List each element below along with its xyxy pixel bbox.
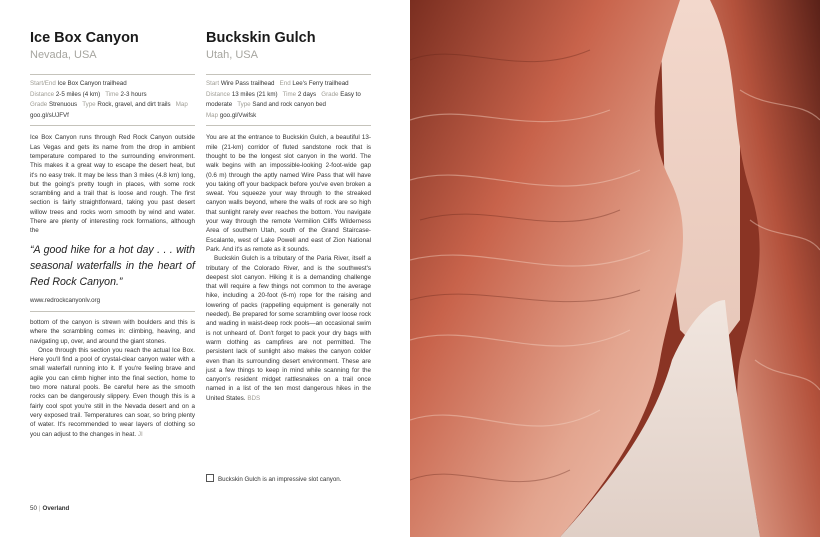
type-value: Rock, gravel, and dirt trails <box>97 101 171 109</box>
buckskin-gulch-column <box>206 30 371 403</box>
start-end-value: Ice Box Canyon trailhead <box>57 80 127 87</box>
trail-info <box>30 74 195 126</box>
time-label: Time <box>105 90 119 98</box>
map-link[interactable]: goo.gl/Vwifsk <box>219 111 257 119</box>
article-body <box>30 133 195 438</box>
paragraph-text: Once through this section you reach the actual Ice Box. Here you'll find a pool of crystal-clear canyon water with a small waterfall running into it. If you're feeling brave and agile you can climb higher into the final section, home to two more natural pools. Be careful here as the smooth rocks can be dangerously slippery. Even though this is a fairly cool spot you're still in the Nevada desert and on a very exposed trail. Temperatures can soar, so bring plenty of water. It's recommended to wear layers of clothing so you can adjust to the changes in heat. <box>30 346 195 438</box>
grade-value: Strenuous <box>48 101 78 109</box>
slot-canyon-photo <box>410 0 820 537</box>
article-body <box>206 133 371 403</box>
author-credit: JI <box>137 430 143 438</box>
page-title: Ice Box Canyon <box>30 30 139 46</box>
paragraph <box>206 254 371 403</box>
map-link[interactable]: goo.gl/sUJFVf <box>30 111 69 119</box>
author-credit: BDS <box>247 394 261 402</box>
caption-text: Buckskin Gulch is an impressive slot canyon. <box>218 476 342 483</box>
paragraph: Ice Box Canyon runs through Red Rock Canyon outside Las Vegas and gets its name from the drop in ambient temperature compared to the surrounding environment. This makes it a great way to escape the desert heat, but it's no easy trek. It may be less than 3 miles (4.8 km) long, but the going's pretty tough in places, with some rock scrambling and a trail that is loose and rough. The first section is fairly straightforward, taking you past desert willow trees and rocks worn smooth by wind and water. There are plenty of interesting rock formations, although the <box>30 134 195 235</box>
time-value: 2-3 hours <box>120 90 147 98</box>
page-footer: 50 | Overland <box>30 505 70 512</box>
quote-source[interactable]: www.redrockcanyonlv.org <box>30 296 195 312</box>
grade-label: Grade <box>30 101 48 109</box>
map-label: Map <box>206 111 219 119</box>
time-value: 2 days <box>297 90 317 98</box>
start-value: Wire Pass trailhead <box>220 80 275 87</box>
section-name: Overland <box>42 505 70 512</box>
paragraph: bottom of the canyon is strewn with boulders and this is where the scrambling comes in: climbing, heaving, and navigating up, over, and around the giant stones. <box>30 318 195 345</box>
trail-info <box>206 74 371 126</box>
grade-label: Grade <box>321 90 339 98</box>
caption-marker-icon <box>206 474 214 482</box>
end-value: Lee's Ferry trailhead <box>292 80 349 87</box>
type-label: Type <box>237 101 251 109</box>
page-number: 50 <box>30 505 37 512</box>
paragraph: You are at the entrance to Buckskin Gulch, a beautiful 13-mile (21-km) corridor of fluted sandstone rock that is thought to be the longest slot canyon in the world. The walk begins with an impossible-looking 2-foot-wide gap (0.6 m) through the aptly named Wire Pass that will have you taking off your backpack before you've even broken a sweat. You squeeze your way through to the streaked canyon walls beyond, where the walls of rock are so high that sunlight rarely ever reaches the bottom. You navigate your way through the remote Vermilion Cliffs Wilderness Area of southern Utah, south of the Grand Staircase-Escalante, west of Lake Powell and east of Zion National Park. And it's as remote as it sounds. <box>206 134 371 253</box>
location: Utah, USA <box>206 49 258 61</box>
pull-quote: “A good hike for a hot day . . . with seasonal waterfalls in the heart of Red Rock Canyon.” <box>30 243 195 288</box>
page-title: Buckskin Gulch <box>206 30 316 46</box>
distance-label: Distance <box>30 90 55 98</box>
distance-label: Distance <box>206 90 231 98</box>
start-label: Start <box>206 80 220 87</box>
photo-illustration <box>410 0 820 537</box>
location: Nevada, USA <box>30 49 97 61</box>
type-value: Sand and rock canyon bed <box>252 101 326 109</box>
paragraph-text: Buckskin Gulch is a tributary of the Paria River, itself a tributary of the Colorado River, and is the southwest's deepest slot canyon. Hiking it is a demanding challenge that will require a few things not common to the average hike, including a 20-foot (6-m) rope for the raising and lowering of packs (rappelling equipment is generally not needed). Be prepared for some scrambling over loose rock and wading in waist-deep rock pools—an occasional swim is not unheard of. Don't forget to pack your dry bags with warm clothing as campfires are not permitted. The persistent lack of sunlight also makes the canyon colder even than its surrounding desert environment. These are just a few things to keep in mind while scanning for the canyon's resident midget rattlesnakes on a trail once named in a list of the ten most dangerous hikes in the United States. <box>206 255 371 402</box>
grade-value: Easy to moderate <box>206 90 361 109</box>
paragraph <box>30 346 195 439</box>
ice-box-canyon-column <box>30 30 195 439</box>
end-label: End <box>279 80 291 87</box>
photo-caption <box>206 474 376 484</box>
start-end-label: Start/End <box>30 80 56 87</box>
map-label: Map <box>175 101 188 109</box>
distance-value: 2-5 miles (4 km) <box>55 90 101 98</box>
time-label: Time <box>282 90 297 98</box>
distance-value: 13 miles (21 km) <box>231 90 278 98</box>
type-label: Type <box>82 101 96 109</box>
